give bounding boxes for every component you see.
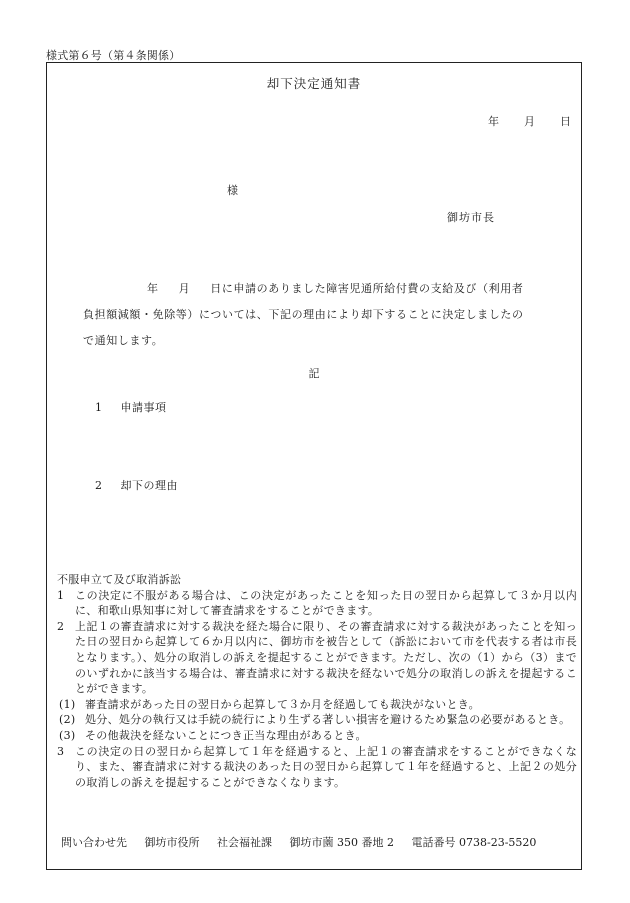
paragraph-number: 2	[57, 619, 65, 633]
notice-frame	[46, 62, 582, 870]
contact-label: 問い合わせ先	[61, 836, 127, 849]
appeal-heading: 不服申立て及び取消訴訟	[57, 573, 182, 586]
body-text-line-1: 日に申請のありました障害児通所給付費の支給及び（利用者	[210, 282, 524, 295]
subitem-text: 処分、処分の執行又は手続の続行により生ずる著しい損害を避けるため緊急の必要があるとき。	[85, 713, 571, 727]
addressee-suffix: 様	[227, 184, 238, 197]
appeal-paragraph-2	[57, 619, 577, 697]
document-title: 却下決定通知書	[266, 76, 362, 91]
item-number: 1	[95, 401, 103, 414]
paragraph-text: この決定に不服がある場合は、この決定があったことを知った日の翌日から起算して３か月以内に、和歌山県知事に対して審査請求をすることができます。	[75, 588, 577, 618]
item-label: 却下の理由	[120, 479, 178, 492]
appeal-subitem-3	[57, 728, 577, 744]
issuer-name: 御坊市長	[447, 211, 495, 224]
item-label: 申請事項	[120, 401, 167, 414]
body-line-3: で通知します。	[83, 334, 164, 347]
contact-department: 社会福祉課	[217, 836, 272, 849]
appeal-paragraph-1	[57, 588, 577, 619]
ki-heading: 記	[308, 367, 320, 380]
date-month: 月	[524, 115, 535, 128]
subitem-text: その他裁決を経ないことにつき正当な理由があるとき。	[85, 728, 367, 742]
contact-phone: 電話番号 0738-23-5520	[411, 836, 537, 849]
notice-body	[83, 276, 567, 354]
contact-office: 御坊市役所	[144, 836, 200, 849]
paragraph-text: 上記１の審査請求に対する裁決を経た場合に限り、その審査請求に対する裁決があったことを知った日の翌日から起算して６か月以内に、御坊市を被告として（訴訟において市を代表する者は市長となります。）、処分の取消しの訴えを提起することができます。ただし、次の（1）から（3）までのいずれかに該当する場合は、審査請求に対する裁決を経ないで処分の取消しの訴えを提起することができます。	[75, 619, 577, 696]
item-number: 2	[95, 479, 103, 492]
subitem-text: 審査請求があった日の翌日から起算して３か月を経過しても裁決がないとき。	[85, 697, 480, 711]
body-month: 月	[178, 282, 191, 295]
subitem-number: (2)	[59, 713, 76, 727]
subitem-number: (1)	[59, 697, 76, 711]
item-rejection-reason	[95, 477, 178, 493]
form-number-label: 様式第６号（第４条関係）	[46, 49, 181, 62]
date-day: 日	[560, 115, 571, 128]
paragraph-number: 3	[57, 744, 65, 758]
body-line-1	[83, 276, 567, 302]
item-application-matter	[95, 399, 167, 415]
appeal-section	[57, 572, 577, 790]
body-line-2: 負担額減額・免除等）については、下記の理由により却下することに決定しましたの	[83, 308, 524, 321]
paragraph-number: 1	[57, 588, 65, 602]
contact-address: 御坊市薗 350 番地 2	[289, 836, 394, 849]
appeal-subitem-2	[57, 712, 577, 728]
body-year: 年	[147, 282, 159, 295]
date-year: 年	[488, 115, 499, 128]
appeal-paragraph-3	[57, 744, 577, 791]
contact-line	[61, 834, 577, 850]
subitem-number: (3)	[59, 728, 76, 742]
appeal-subitem-1	[57, 697, 577, 713]
paragraph-text: この決定の日の翌日から起算して１年を経過すると、上記１の審査請求をすることができなくなり、また、審査請求に対する裁決のあった日の翌日から起算して１年を経過すると、上記２の処分の取消しの訴えを提起することができなくなります。	[75, 744, 577, 789]
